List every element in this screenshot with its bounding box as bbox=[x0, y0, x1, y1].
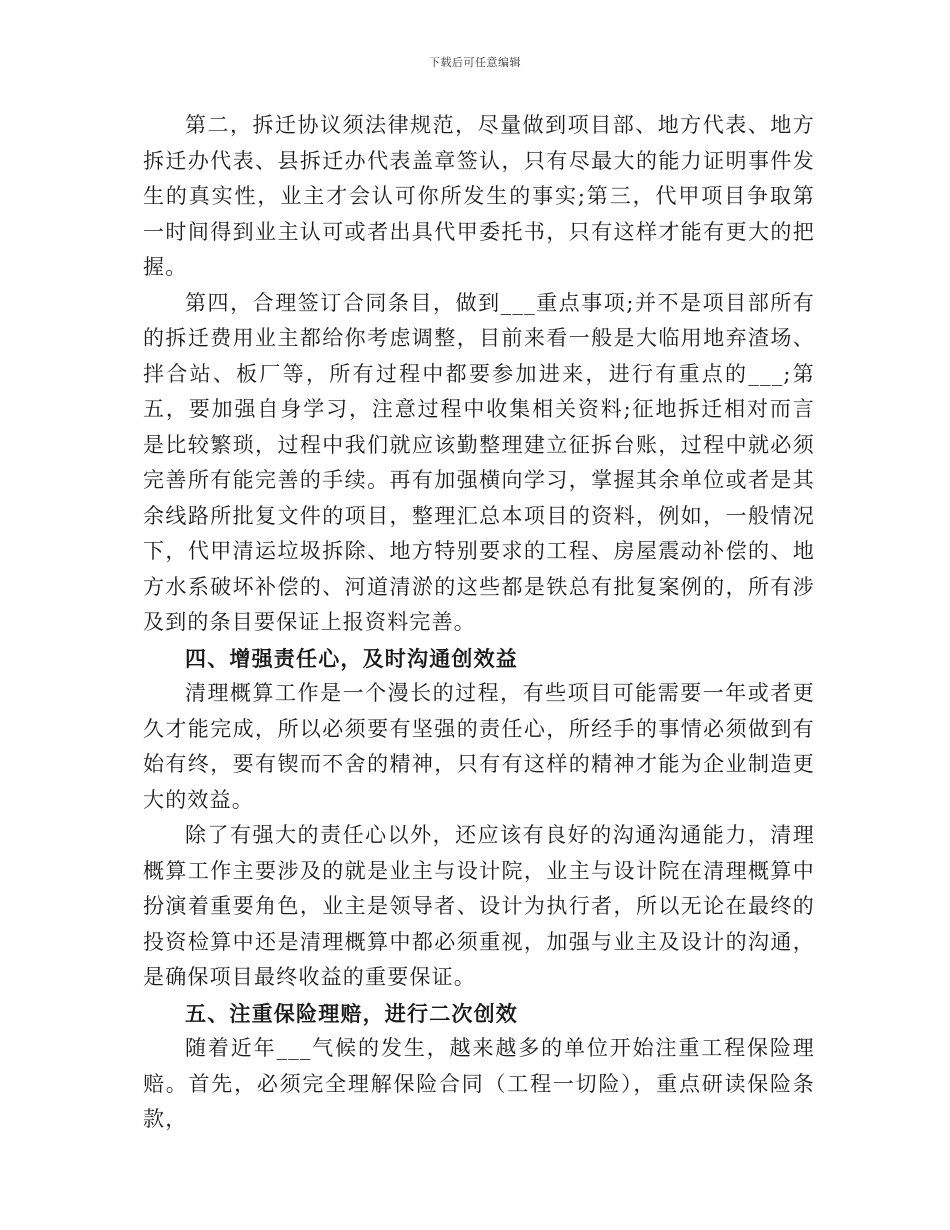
paragraph-responsibility: 清理概算工作是一个漫长的过程，有些项目可能需要一年或者更久才能完成，所以必须要有坚强的责任心，所经手的事情必须做到有始有终，要有锲而不舍的精神，只有有这样的精神才能为企业制造更大的效益。 bbox=[143, 681, 815, 812]
paragraph-agreement: 第二，拆迁协议须法律规范，尽量做到项目部、地方代表、地方拆迁办代表、县拆迁办代表盖章签认，只有尽最大的能力证明事件发生的真实性，业主才会认可你所发生的事实;第三，代甲项目争取第一时间得到业主认可或者出具代甲委托书，只有这样才能有更大的把握。 bbox=[143, 113, 815, 279]
section-heading-insurance: 五、注重保险理赔，进行二次创效 bbox=[185, 1000, 518, 1026]
paragraph-communication: 除了有强大的责任心以外，还应该有良好的沟通沟通能力，清理概算工作主要涉及的就是业主与设计院，业主与设计院在清理概算中扮演着重要角色，业主是领导者、设计为执行者，所以无论在最终的投资检算中还是清理概算中都必须重视，加强与业主及设计的沟通，是确保项目最终收益的重要保证。 bbox=[143, 823, 815, 989]
section-heading-responsibility: 四、增强责任心，及时沟通创效益 bbox=[185, 645, 518, 671]
paragraph-insurance: 随着近年___气候的发生，越来越多的单位开始注重工程保险理赔。首先，必须完全理解保险合同（工程一切险），重点研读保险条款， bbox=[143, 1036, 815, 1131]
page-header: 下载后可任意编辑 bbox=[429, 56, 521, 69]
paragraph-contract-terms: 第四，合理签订合同条目，做到___重点事项;并不是项目部所有的拆迁费用业主都给你考虑调整，目前来看一般是大临用地弃渣场、拌合站、板厂等，所有过程中都要参加进来，进行有重点的___;第五，要加强自身学习，注意过程中收集相关资料;征地拆迁相对而言是比较繁琐，过程中我们就应该勤整理建立征拆台账，过程中就必须完善所有能完善的手续。再有加强横向学习，掌握其余单位或者是其余线路所批复文件的项目，整理汇总本项目的资料，例如，一般情况下，代甲清运垃圾拆除、地方特别要求的工程、房屋震动补偿的、地方水系破坏补偿的、河道清淤的这些都是铁总有批复案例的，所有涉及到的条目要保证上报资料完善。 bbox=[143, 290, 815, 634]
document-body bbox=[143, 108, 815, 1138]
